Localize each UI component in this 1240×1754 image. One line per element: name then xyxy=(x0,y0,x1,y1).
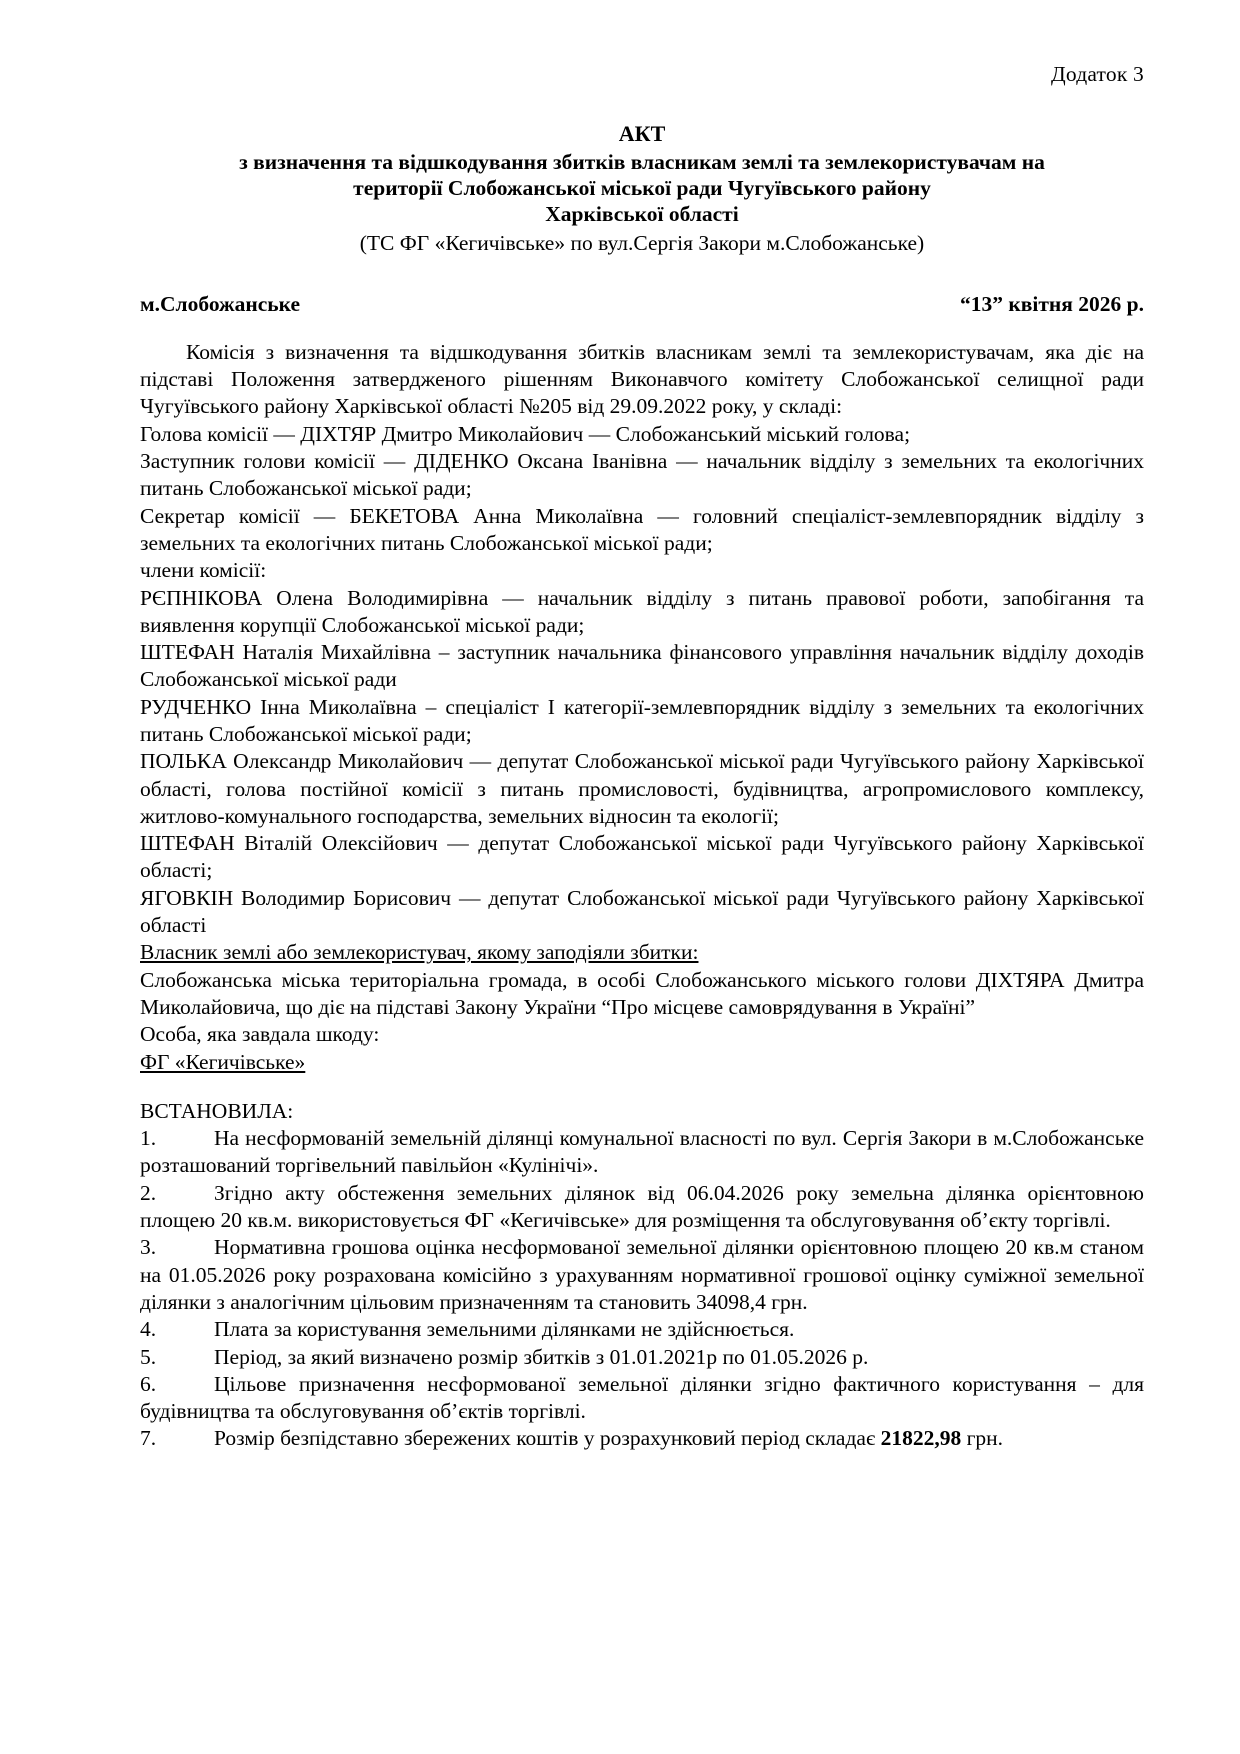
list-item xyxy=(140,1180,1144,1235)
appendix-label: Додаток 3 xyxy=(1051,62,1144,86)
item-number: 1. xyxy=(140,1126,157,1151)
commission-member-3: РУДЧЕНКО Інна Миколаївна – спеціаліст І категорії-землевпорядник відділу з земельних та екологічних питань Слобожанської міської ради; xyxy=(140,694,1144,746)
list-item xyxy=(140,1344,1144,1371)
commission-member-2: ШТЕФАН Наталія Михайлівна – заступник начальника фінансового управління начальник відділу доходів Слобожанської міської ради xyxy=(140,640,1144,692)
list-item xyxy=(140,1234,1144,1316)
item-text: Період, за який визначено розмір збитків з 01.01.2021р по 01.05.2026 р. xyxy=(214,1344,869,1369)
place-date-line xyxy=(140,292,1144,317)
document-subtitle xyxy=(140,149,1144,228)
item-text: На несформованій земельній ділянці комунальної власності по вул. Сергія Закори в м.Слобожанське розташований торгівельний павільйон «Кулінічі». xyxy=(140,1126,1144,1178)
item-text: Нормативна грошова оцінка несформованої земельної ділянки орієнтовною площею 20 кв.м станом на 01.05.2026 року розрахована комісійно з урахуванням нормативної грошової оцінку суміжної земельної ділянки з аналогічним цільовим призначенням та становить 34098,4 грн. xyxy=(140,1235,1144,1314)
item-number: 7. xyxy=(140,1426,157,1451)
item-number: 6. xyxy=(140,1371,157,1396)
subtitle-line-1: з визначення та відшкодування збитків власникам землі та землекористувачам на xyxy=(239,149,1045,174)
place-label: м.Слобожанське xyxy=(140,291,301,316)
item-number: 5. xyxy=(140,1344,157,1369)
date-label: “13” квітня 2026 р. xyxy=(959,291,1144,316)
owner-text: Слобожанська міська територіальна громада, в особі Слобожанського міського голови ДІХТЯРА Дмитра Миколайовича, що діє на підставі Закону України “Про місцеве самоврядування в Україні” xyxy=(140,967,1144,1019)
commission-member-1: РЄПНІКОВА Олена Володимирівна — начальник відділу з питань правової роботи, запобігання та виявлення корупції Слобожанської міської ради; xyxy=(140,585,1144,637)
item-text: Згідно акту обстеження земельних ділянок від 06.04.2026 року земельна ділянка орієнтовною площею 20 кв.м. використовується ФГ «Кегичівське» для розміщення та обслуговування об’єкту торгівлі. xyxy=(140,1180,1144,1233)
established-heading: ВСТАНОВИЛА: xyxy=(140,1098,294,1123)
commission-member-6: ЯГОВКІН Володимир Борисович — депутат Слобожанської міської ради Чугуївського району Харківської області xyxy=(140,885,1144,938)
item-text: Цільове призначення несформованої земельної ділянки згідно фактичного користування – для будівництва та обслуговування об’єктів торгівлі. xyxy=(140,1371,1144,1424)
item-number: 4. xyxy=(140,1317,157,1342)
commission-member-deputy-chair: Заступник голови комісії — ДІДЕНКО Оксана Іванівна — начальник відділу з земельних та екологічних питань Слобожанської міської ради; xyxy=(140,449,1144,501)
owner-heading: Власник землі або землекористувач, якому заподіяли збитки: xyxy=(140,940,699,965)
subtitle-line-2: території Слобожанської міської ради Чугуївського району xyxy=(353,176,931,201)
subtitle-line-3: Харківської області xyxy=(545,202,739,227)
item-text: Плата за користування земельними ділянками не здійснюється. xyxy=(214,1317,795,1342)
item-text: Розмір безпідставно збережених коштів у розрахунковий період складає 21822,98 грн. xyxy=(214,1426,1004,1451)
commission-members-heading: члени комісії: xyxy=(140,558,267,583)
list-item xyxy=(140,1316,1144,1343)
commission-member-secretary: Секретар комісії — БЕКЕТОВА Анна Миколаївна — головний спеціаліст-землевпорядник відділу з земельних та екологічних питань Слобожанської міської ради; xyxy=(140,503,1144,555)
item-number: 2. xyxy=(140,1180,157,1205)
list-item xyxy=(140,1425,1144,1452)
list-item xyxy=(140,1371,1144,1426)
commission-member-5: ШТЕФАН Віталій Олексійович — депутат Слобожанської міської ради Чугуївського району Харківської області; xyxy=(140,831,1144,883)
commission-member-chair: Голова комісії — ДІХТЯР Дмитро Миколайович — Слобожанський міський голова; xyxy=(140,421,911,446)
harmer-heading: Особа, яка завдала шкоду: xyxy=(140,1022,380,1047)
item-number: 3. xyxy=(140,1235,157,1260)
harmer-name: ФГ «Кегичівське» xyxy=(140,1049,306,1074)
document-title: АКТ xyxy=(618,121,666,146)
document-subject: (ТС ФГ «Кегичівське» по вул.Сергія Закори м.Слобожанське) xyxy=(359,230,925,255)
intro-paragraph: Комісія з визначення та відшкодування збитків власникам землі та землекористувачам, яка діє на підставі Положення затвердженого рішенням Виконавчого комітету Слобожанської селищної ради Чугуївського району Харківської області №205 від 29.09.2022 року, у складі: xyxy=(140,339,1144,419)
list-item xyxy=(140,1125,1144,1180)
commission-member-4: ПОЛЬКА Олександр Миколайович — депутат Слобожанської міської ради Чугуївського району Харківської області, голова постійної комісії з питань промисловості, будівництва, агропромислового комплексу, житлово-комунального господарства, земельних відносин та екології; xyxy=(140,749,1144,828)
